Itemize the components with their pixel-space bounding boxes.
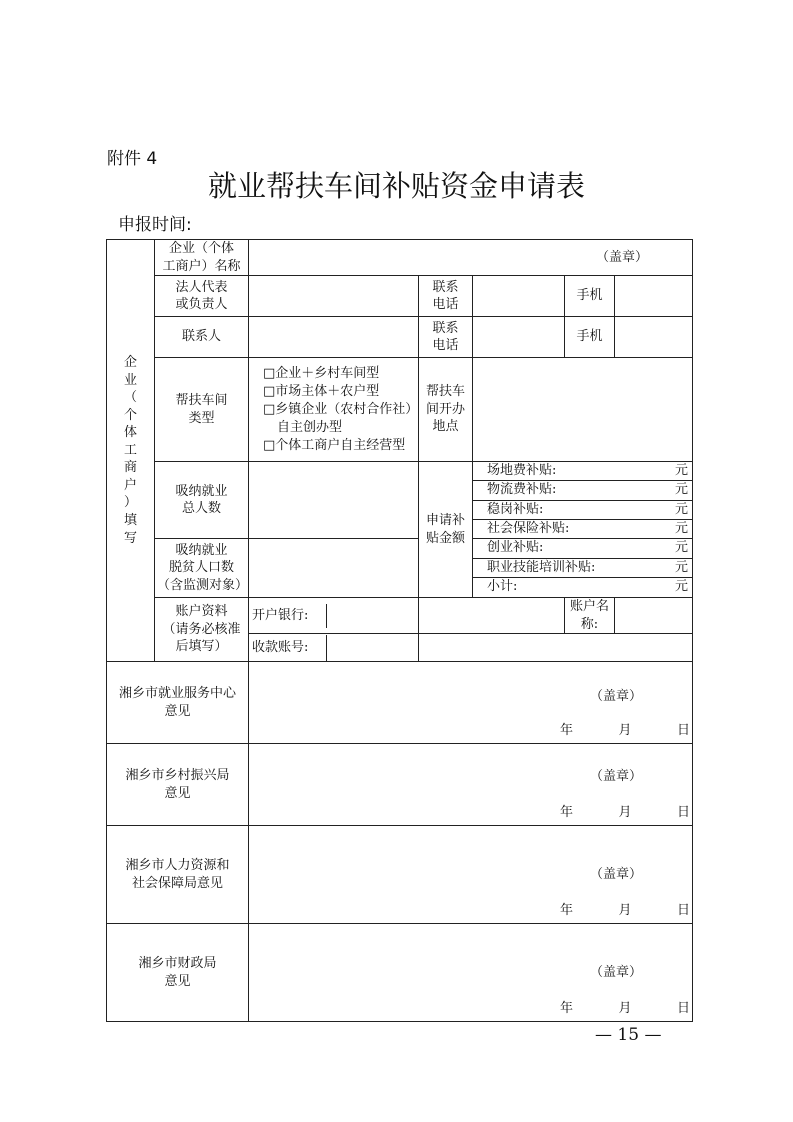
legal-rep-label: 法人代表 或负责人 xyxy=(155,276,249,317)
type-option-3-cont: 自主创办型 xyxy=(277,419,343,435)
seal-label: （盖章） xyxy=(590,689,643,705)
opinion-finance-bureau-field[interactable] xyxy=(249,924,693,1022)
page-title: 就业帮扶车间补贴资金申请表 xyxy=(207,169,585,203)
total-employ-label: 吸纳就业 总人数 xyxy=(155,462,249,539)
opinion-rural-revitalization-label: 湘乡市乡村振兴局 意见 xyxy=(107,744,249,826)
seal-label: （盖章） xyxy=(590,965,643,981)
opinion-employment-center-label: 湘乡市就业服务中心 意见 xyxy=(107,662,249,744)
enterprise-section-label: 企 业 （ 个 体 工 商 户 ） 填 写 xyxy=(107,240,155,662)
page-number: — 15 — xyxy=(595,1025,662,1045)
phone-field[interactable] xyxy=(473,276,565,317)
account-no-row xyxy=(249,634,419,662)
opinion-finance-bureau-label: 湘乡市财政局 意见 xyxy=(107,924,249,1022)
phone-label: 联系 电话 xyxy=(419,276,473,317)
poor-employ-label: 吸纳就业 脱贫人口数 （含监测对象） xyxy=(155,539,249,598)
account-no-label: 收款账号: xyxy=(249,635,327,661)
opinion-hr-social-security-field[interactable] xyxy=(249,826,693,924)
type-option-1[interactable]: □企业＋乡村车间型 xyxy=(263,365,380,381)
subsidy-subtotal[interactable]: 小计: 元 xyxy=(487,578,689,594)
workshop-type-label: 帮扶车间 类型 xyxy=(155,358,249,462)
opinion-hr-social-security-label: 湘乡市人力资源和 社会保障局意见 xyxy=(107,826,249,924)
contact-phone-label: 联系 电话 xyxy=(419,317,473,358)
mobile-label: 手机 xyxy=(565,276,615,317)
opinion-rural-revitalization-field[interactable] xyxy=(249,744,693,826)
seal-label: （盖章） xyxy=(596,249,649,265)
account-no-field-ext[interactable] xyxy=(419,634,693,662)
bank-label: 开户银行: xyxy=(249,604,327,628)
enterprise-name-field[interactable] xyxy=(249,240,693,276)
date-line: 年 月 日 xyxy=(560,804,691,820)
contact-mobile-label: 手机 xyxy=(565,317,615,358)
enterprise-name-label: 企业（个体 工商户）名称 xyxy=(155,240,249,276)
contact-phone-field[interactable] xyxy=(473,317,565,358)
apply-amount-label: 申请补 贴金额 xyxy=(419,462,473,598)
date-line: 年 月 日 xyxy=(560,902,691,918)
workshop-location-field[interactable] xyxy=(473,358,693,462)
bank-row xyxy=(249,598,419,634)
subsidy-list xyxy=(473,462,693,598)
subsidy-row[interactable]: 职业技能培训补贴: 元 xyxy=(473,559,692,578)
date-line: 年 月 日 xyxy=(560,1000,691,1016)
seal-label: （盖章） xyxy=(590,769,643,785)
total-employ-field[interactable] xyxy=(249,462,419,539)
subsidy-row[interactable]: 物流费补贴: 元 xyxy=(473,481,692,500)
account-info-label: 账户资料 （请务必核准 后填写） xyxy=(155,598,249,662)
mobile-field[interactable] xyxy=(615,276,693,317)
opinion-employment-center-field[interactable] xyxy=(249,662,693,744)
workshop-type-options[interactable] xyxy=(249,358,419,462)
type-option-4[interactable]: □个体工商户自主经营型 xyxy=(263,437,406,453)
subsidy-row[interactable]: 社会保险补贴: 元 xyxy=(473,520,692,539)
subsidy-row[interactable]: 创业补贴: 元 xyxy=(473,539,692,558)
account-name-field[interactable] xyxy=(615,598,693,634)
contact-field[interactable] xyxy=(249,317,419,358)
type-option-2[interactable]: □市场主体＋农户型 xyxy=(263,383,380,399)
poor-employ-field[interactable] xyxy=(249,539,419,598)
contact-label: 联系人 xyxy=(155,317,249,358)
subsidy-row[interactable]: 场地费补贴: 元 xyxy=(473,462,692,481)
attachment-label: 附件 4 xyxy=(107,149,158,169)
workshop-location-label: 帮扶车 间开办 地点 xyxy=(419,358,473,462)
seal-label: （盖章） xyxy=(590,867,643,883)
contact-mobile-field[interactable] xyxy=(615,317,693,358)
report-time-label: 申报时间: xyxy=(118,215,192,235)
application-form xyxy=(106,239,693,1022)
subsidy-row[interactable]: 稳岗补贴: 元 xyxy=(473,501,692,520)
bank-field-ext[interactable] xyxy=(419,598,565,634)
type-option-3[interactable]: □乡镇企业（农村合作社） xyxy=(263,401,419,417)
legal-rep-field[interactable] xyxy=(249,276,419,317)
date-line: 年 月 日 xyxy=(560,722,691,738)
account-name-label: 账户名称: xyxy=(565,598,615,634)
